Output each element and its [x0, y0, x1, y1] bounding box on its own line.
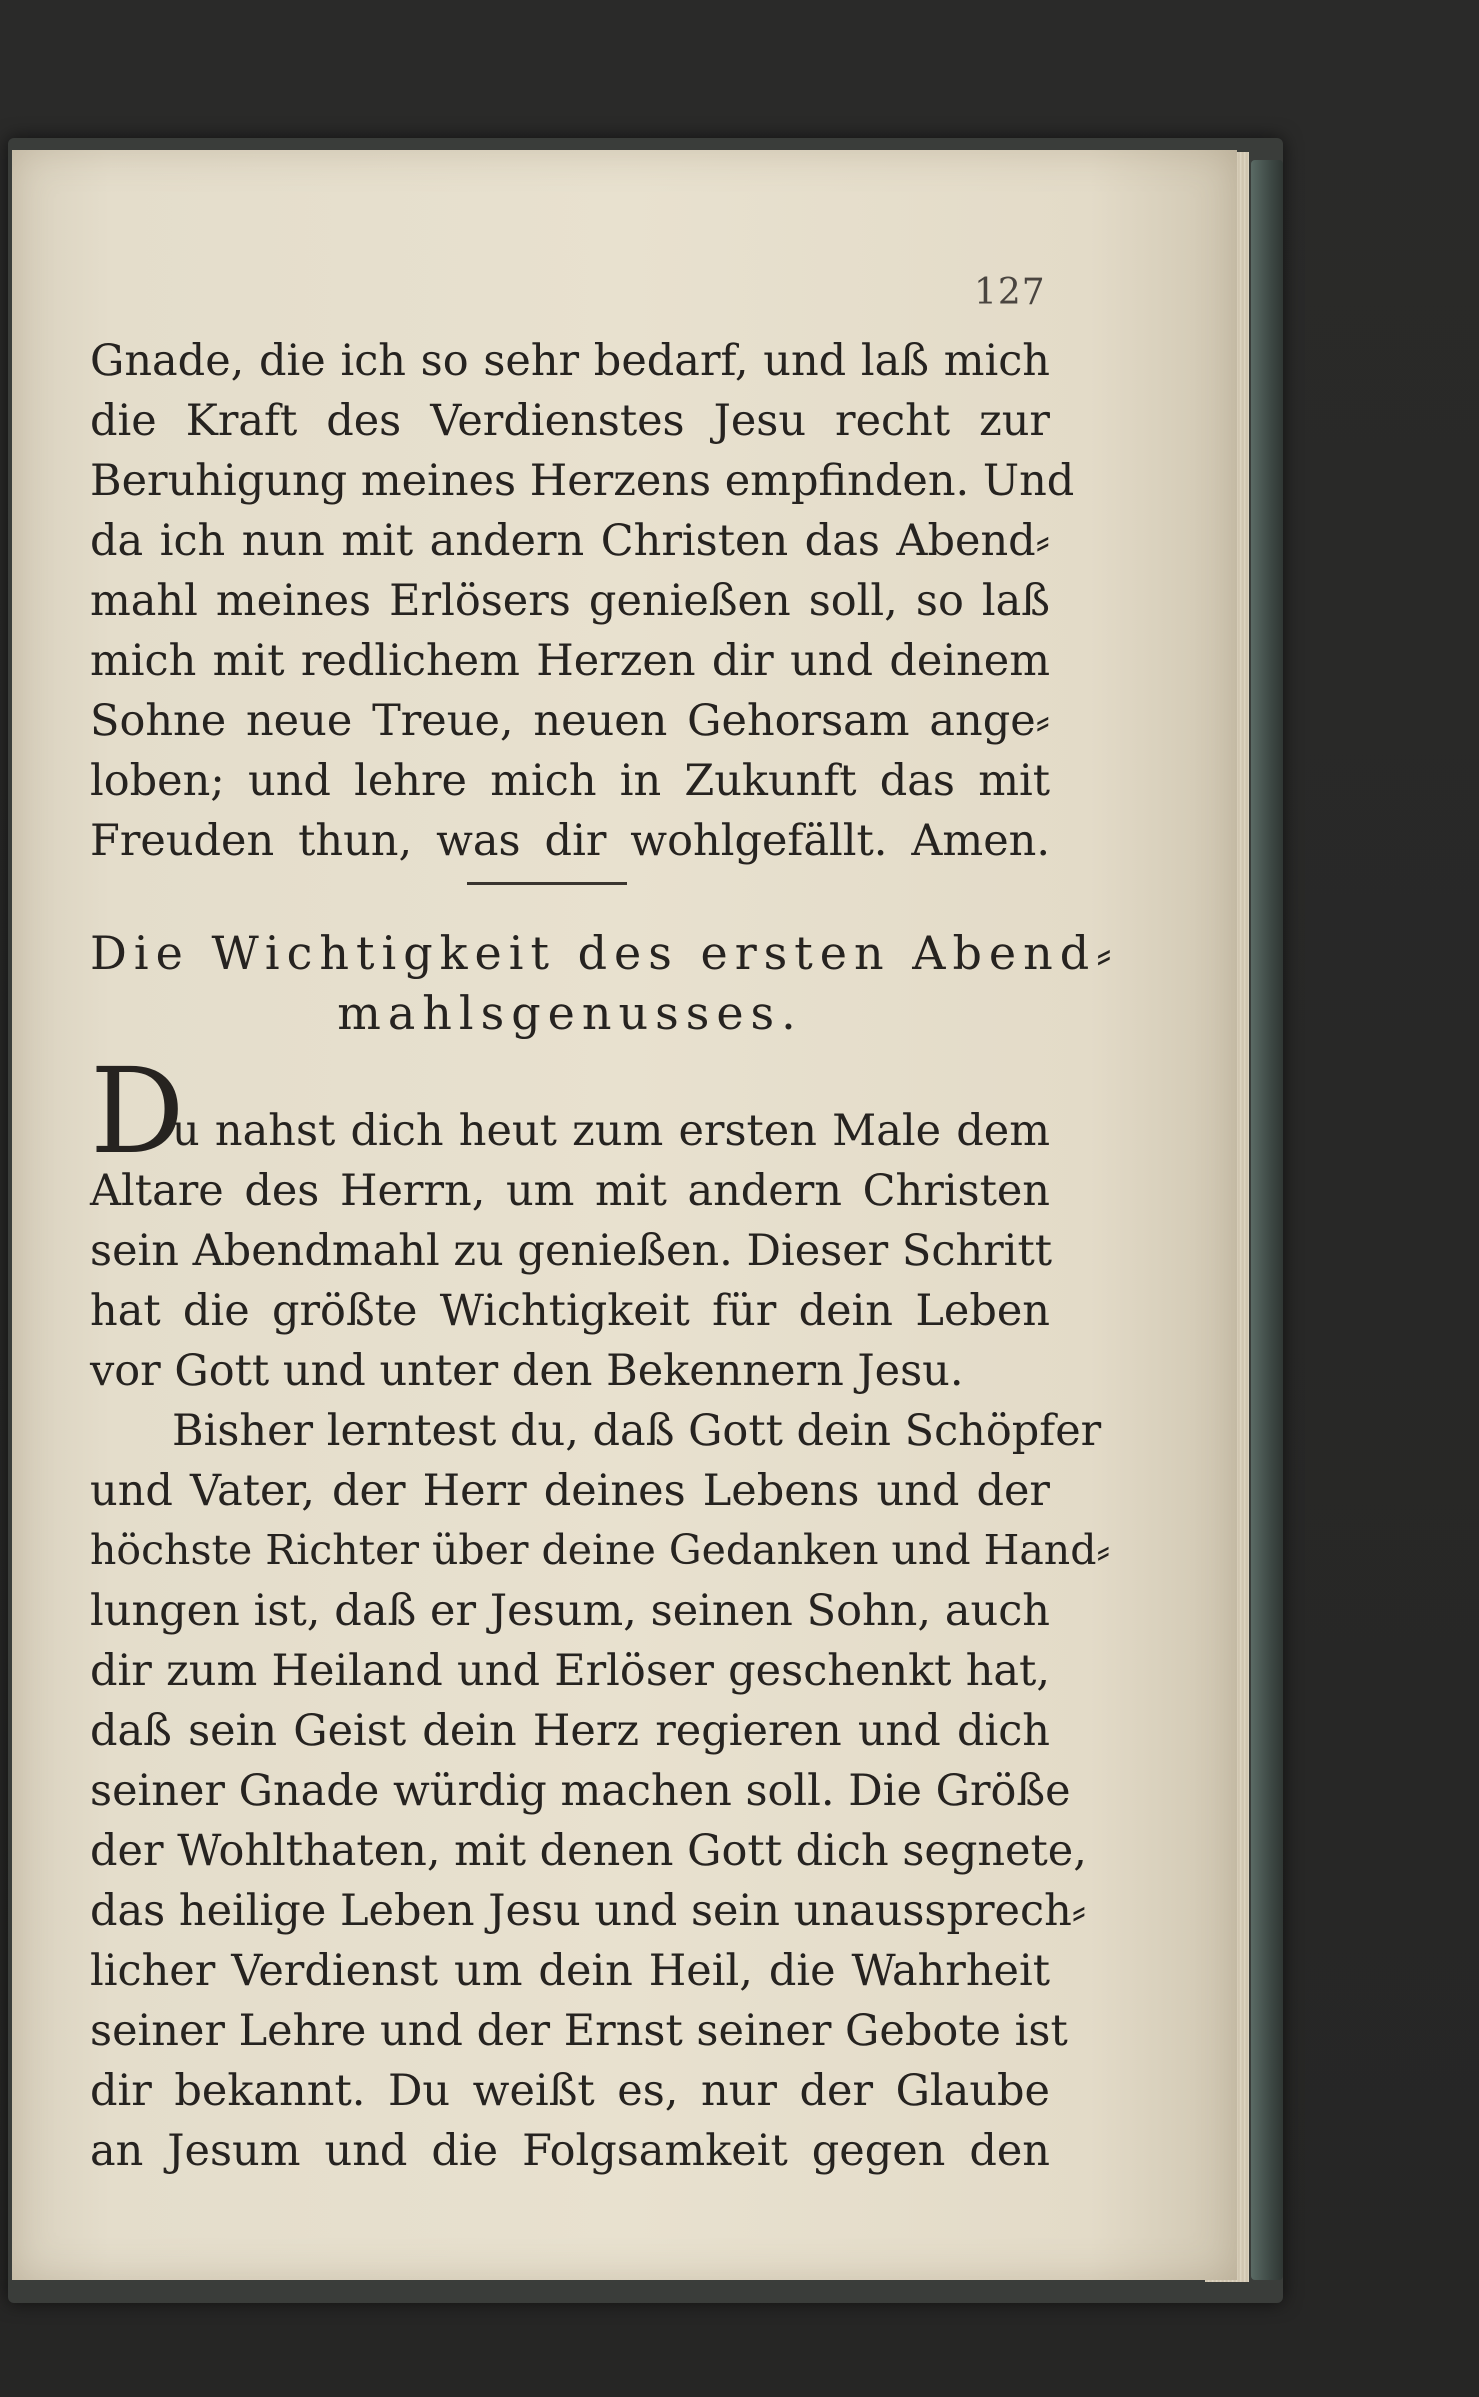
section-divider — [467, 882, 627, 885]
body-line: dir zum Heiland und Erlöser geschenkt hat, — [90, 1646, 1050, 1696]
body-line: u nahst dich heut zum ersten Male dem — [172, 1106, 1050, 1156]
prayer-line: mahl meines Erlösers genießen soll, so laß — [90, 576, 1050, 626]
body-line: sein Abendmahl zu genießen. Dieser Schritt — [90, 1226, 1052, 1276]
book-page — [12, 150, 1237, 2280]
body-line: seiner Gnade würdig machen soll. Die Größe — [90, 1766, 1071, 1816]
prayer-line: die Kraft des Verdienstes Jesu recht zur — [90, 396, 1050, 446]
prayer-line: mich mit redlichem Herzen dir und deinem — [90, 636, 1050, 686]
body-line: und Vater, der Herr deines Lebens und der — [90, 1466, 1050, 1516]
section-heading: mahlsgenusses. — [337, 986, 803, 1040]
body-line: daß sein Geist dein Herz regieren und dich — [90, 1706, 1050, 1756]
prayer-line: Sohne neue Treue, neuen Gehorsam ange⸗ — [90, 696, 1050, 746]
body-line: an Jesum und die Folgsamkeit gegen den — [90, 2126, 1050, 2176]
prayer-line: loben; und lehre mich in Zukunft das mit — [90, 756, 1050, 806]
prayer-line: Gnade, die ich so sehr bedarf, und laß mich — [90, 336, 1050, 386]
book-cover-edge — [1251, 160, 1283, 2280]
prayer-line: Beruhigung meines Herzens empfinden. Und — [90, 456, 1075, 506]
prayer-line: Freuden thun, was dir wohlgefällt. Amen. — [90, 816, 1050, 866]
body-line: Bisher lerntest du, daß Gott dein Schöpfer — [172, 1406, 1102, 1456]
prayer-line: da ich nun mit andern Christen das Abend⸗ — [90, 516, 1050, 566]
body-line: licher Verdienst um dein Heil, die Wahrheit — [90, 1946, 1050, 1996]
body-line: Altare des Herrn, um mit andern Christen — [90, 1166, 1050, 1216]
drop-capital: D — [90, 1042, 185, 1180]
section-heading: Die Wichtigkeit des ersten Abend⸗ — [90, 926, 1119, 980]
body-line: das heilige Leben Jesu und sein unaussprech⸗ — [90, 1886, 1087, 1936]
body-line: dir bekannt. Du weißt es, nur der Glaube — [90, 2066, 1050, 2116]
body-line: vor Gott und unter den Bekennern Jesu. — [90, 1346, 964, 1396]
body-line: der Wohlthaten, mit denen Gott dich segnete, — [90, 1826, 1087, 1876]
page-number: 127 — [974, 272, 1046, 313]
body-line: seiner Lehre und der Ernst seiner Gebote ist — [90, 2006, 1068, 2056]
body-line: hat die größte Wichtigkeit für dein Leben — [90, 1286, 1050, 1336]
body-line: höchste Richter über deine Gedanken und Hand⸗ — [90, 1526, 1111, 1574]
body-line: lungen ist, daß er Jesum, seinen Sohn, auch — [90, 1586, 1050, 1636]
